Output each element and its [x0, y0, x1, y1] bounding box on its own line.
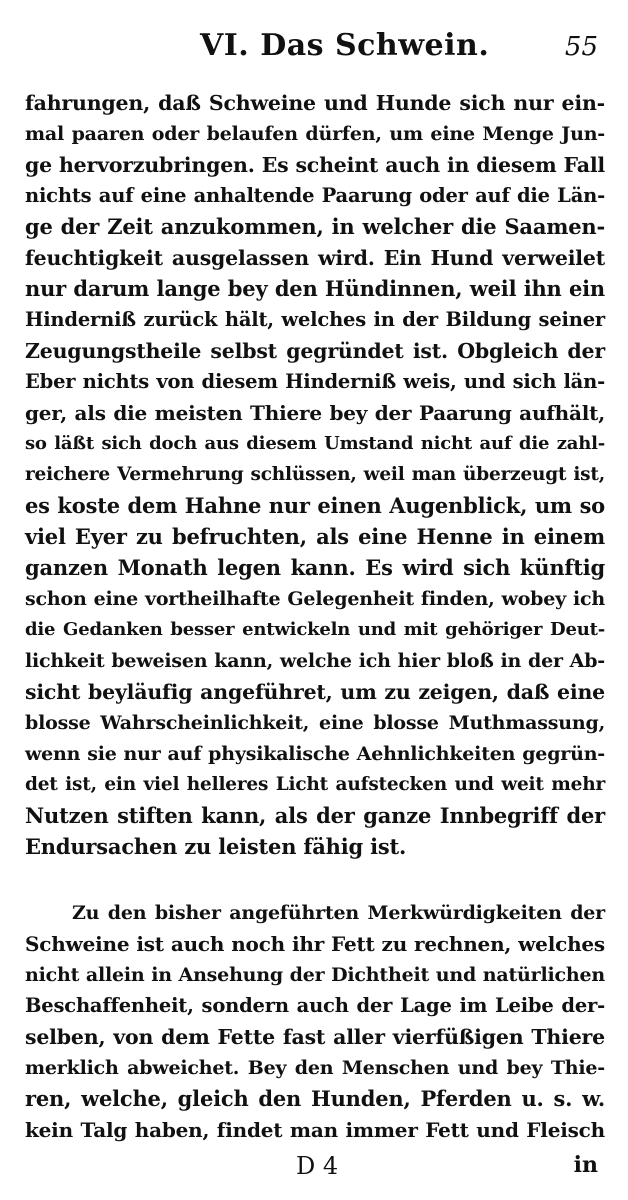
running-header: [0, 28, 628, 72]
text-line: ger, als die meisten Thiere bey der Paarung aufhält,: [25, 401, 605, 425]
text-line: merklich abweichet. Bey den Menschen und bey Thie-: [25, 1057, 605, 1079]
text-line: nur darum lange bey den Hündinnen, weil ihn ein: [25, 276, 605, 301]
text-line: ganzen Monath legen kann. Es wird sich künftig: [25, 555, 605, 580]
text-line: feuchtigkeit ausgelassen wird. Ein Hund verweilet: [25, 246, 605, 270]
text-line: Endursachen zu leisten fähig ist.: [25, 834, 407, 859]
chapter-title: VI. Das Schwein.: [200, 28, 490, 63]
text-line: es koste dem Hahne nur einen Augenblick, um so: [25, 493, 605, 518]
page-number: 55: [564, 32, 598, 62]
text-line: schon eine vortheilhafte Gelegenheit finden, wobey ich: [25, 588, 605, 610]
text-line: det ist, ein viel helleres Licht aufstecken und weit mehr: [25, 774, 605, 795]
text-line: ren, welche, gleich den Hunden, Pferden u. s. w.: [25, 1086, 605, 1111]
text-line: selben, von dem Fette fast aller vierfüßigen Thiere: [25, 1025, 605, 1049]
text-line: die Gedanken besser entwickeln und mit gehöriger Deut-: [25, 619, 605, 640]
text-line: wenn sie nur auf physikalische Aehnlichkeiten gegrün-: [25, 743, 605, 765]
text-line: viel Eyer zu befruchten, als eine Henne in einem: [25, 524, 605, 549]
text-line: fahrungen, daß Schweine und Hunde sich nur ein-: [25, 91, 605, 115]
text-line: nicht allein in Ansehung der Dichtheit und natürlichen: [25, 964, 605, 986]
text-line: sicht beyläufig angeführet, um zu zeigen, daß eine: [25, 680, 605, 704]
text-line: Eber nichts von diesem Hinderniß weis, und sich län-: [25, 370, 605, 393]
text-line: Hinderniß zurück hält, welches in der Bildung seiner: [25, 308, 605, 331]
text-line: nichts auf eine anhaltende Paarung oder auf die Län-: [25, 184, 605, 207]
catchword: in: [573, 1152, 598, 1178]
text-line: Zeugungstheile selbst gegründet ist. Obgleich der: [25, 339, 605, 363]
signature-mark: D 4: [296, 1152, 339, 1180]
text-line: Nutzen stiften kann, als der ganze Innbegriff der: [25, 803, 605, 828]
text-line: Zu den bisher angeführten Merkwürdigkeiten der: [72, 902, 605, 924]
text-line: mal paaren oder belaufen dürfen, um eine Menge Jun-: [25, 123, 605, 145]
text-line: blosse Wahrscheinlichkeit, eine blosse Muthmassung,: [25, 712, 605, 734]
text-line: lichkeit beweisen kann, welche ich hier bloß in der Ab-: [25, 650, 605, 672]
text-line: kein Talg haben, findet man immer Fett und Fleisch: [25, 1118, 605, 1142]
text-line: so läßt sich doch aus diesem Umstand nicht auf die zahl-: [25, 433, 605, 454]
text-line: Beschaffenheit, sondern auch der Lage im Leibe der-: [25, 994, 605, 1017]
text-line: ge hervorzubringen. Es scheint auch in diesem Fall: [25, 153, 605, 177]
text-line: reichere Vermehrung schlüssen, weil man überzeugt ist,: [25, 464, 605, 485]
text-line: ge der Zeit anzukommen, in welcher die Saamen-: [25, 214, 605, 239]
text-line: Schweine ist auch noch ihr Fett zu rechnen, welches: [25, 932, 605, 956]
